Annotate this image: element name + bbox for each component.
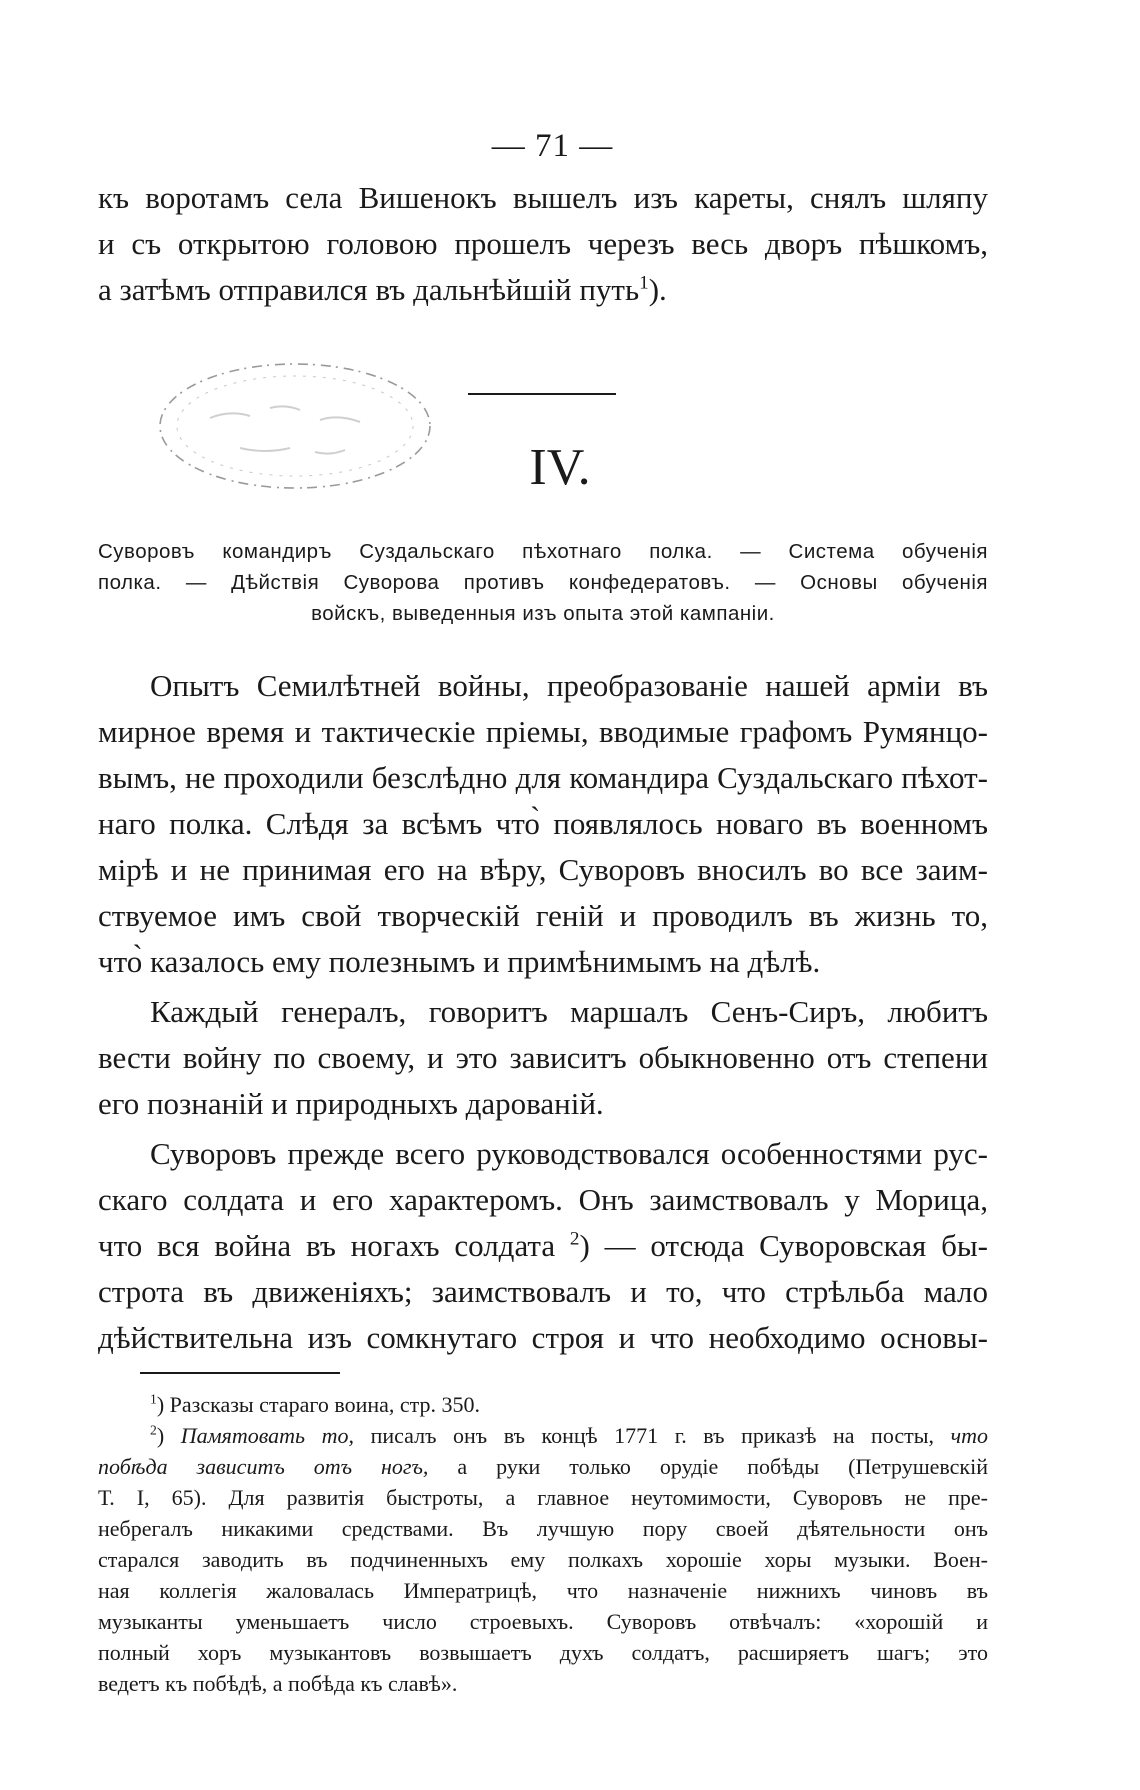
paragraph-1-line-7: что̀ казалось ему полезнымъ и примѣнимымъ на дѣлѣ. xyxy=(98,944,821,979)
footnote-2-line-1-plain: писалъ онъ въ концѣ 1771 г. въ приказѣ на посты, xyxy=(354,1423,935,1448)
footnote-2-line-4: небрегалъ никакими средствами. Въ лучшую пору своей дѣятельности онъ xyxy=(98,1516,988,1541)
footnote-2-line-2 xyxy=(98,1454,988,1480)
paragraph-3-line-2: скаго солдата и его характеромъ. Онъ заимствовалъ у Морица, xyxy=(98,1182,988,1217)
footnote-2-line-8: полный хоръ музыкантовъ возвышаетъ духъ солдатъ, расширяетъ шагъ; это xyxy=(98,1640,988,1665)
footnote-2-line-7: музыканты уменьшаетъ число строевыхъ. Суворовъ отвѣчалъ: «хорошій и xyxy=(98,1609,988,1634)
paragraph-1-line-1: Опытъ Семилѣтней войны, преобразованіе нашей арміи въ xyxy=(150,668,988,703)
footnote-2-mark: 2 xyxy=(150,1422,157,1438)
footnote-ref-1: 1 xyxy=(639,272,649,294)
footnote-2-line-5: старался заводить въ подчиненныхъ ему полкахъ хорошіе хоры музыки. Воен- xyxy=(98,1547,988,1572)
paragraph-2-line-2: вести войну по своему, и это зависитъ обыкновенно отъ степени xyxy=(98,1040,988,1075)
footnote-ref-2: 2 xyxy=(569,1228,580,1250)
chapter-summary-line-2: полка. — Дѣйствія Суворова противъ конфедератовъ. — Основы обученія xyxy=(98,571,988,594)
footnote-2-line-2-plain: а руки только орудіе побѣды (Петрушевскій xyxy=(428,1454,988,1479)
separator-rule xyxy=(468,393,616,395)
paragraph-1-line-5: мірѣ и не принимая его на вѣру, Суворовъ вносилъ во все заим- xyxy=(98,852,988,887)
footnote-1-text: ) Разсказы стараго воина, стр. 350. xyxy=(156,1392,481,1417)
footnote-rule xyxy=(140,1372,340,1374)
intro-line-2: и съ открытою головою прошелъ черезъ весь дворъ пѣшкомъ, xyxy=(98,226,988,261)
paragraph-2-line-3: его познаній и природныхъ дарованій. xyxy=(98,1086,604,1121)
paragraph-3-line-3 xyxy=(98,1228,988,1264)
paragraph-3-line-4: строта въ движеніяхъ; заимствовалъ и то, что стрѣльба мало xyxy=(98,1274,988,1309)
intro-line-3 xyxy=(98,272,988,308)
footnote-2-quote-end: побѣда зависитъ отъ ногъ, xyxy=(98,1454,429,1479)
chapter-summary-line-1: Суворовъ командиръ Суздальскаго пѣхотнаго полка. — Система обученія xyxy=(98,540,988,563)
footnote-2-quote-what: что xyxy=(934,1423,988,1448)
paragraph-1-line-2: мирное время и тактическіе пріемы, вводимые графомъ Румянцо- xyxy=(98,714,988,749)
paragraph-3-line-3-before: что вся война въ ногахъ солдата xyxy=(98,1228,556,1263)
intro-line-3-end: ). xyxy=(648,272,667,307)
footnote-2-line-3: Т. I, 65). Для развитія быстроты, а главное неутомимости, Суворовъ не пре- xyxy=(98,1485,988,1510)
intro-line-1: къ воротамъ села Вишенокъ вышелъ изъ кареты, снялъ шляпу xyxy=(98,180,988,215)
paragraph-3-line-3-after: ) — отсюда Суворовская бы- xyxy=(579,1228,988,1263)
intro-line-3-text: а затѣмъ отправился въ дальнѣйшій путь xyxy=(98,272,640,307)
paragraph-3-line-1: Суворовъ прежде всего руководствовался особенностями рус- xyxy=(150,1136,988,1171)
chapter-summary-line-3: войскъ, выведенныя изъ опыта этой кампаніи. xyxy=(311,602,775,625)
footnote-1-mark: 1 xyxy=(150,1391,157,1407)
footnote-2-line-6: ная коллегія жаловалась Императрицѣ, что назначеніе нижнихъ чиновъ въ xyxy=(98,1578,988,1603)
paragraph-3-line-5: дѣйствительна изъ сомкнутаго строя и что необходимо основы- xyxy=(98,1320,988,1355)
chapter-heading: IV. xyxy=(529,439,591,496)
page-number: — 71 — xyxy=(491,128,614,164)
footnote-2-line-1: $^2$) Памятовать то, писалъ онъ въ концѣ 1771 г. въ приказѣ на посты, что xyxy=(150,1422,988,1448)
paragraph-1-line-4: наго полка. Слѣдя за всѣмъ что̀ появлялось новаго въ военномъ xyxy=(98,806,988,841)
footnote-1 xyxy=(150,1392,988,1418)
footnote-2-line-9: ведетъ къ побѣдѣ, а побѣда къ славѣ». xyxy=(98,1671,458,1696)
paragraph-1-line-6: ствуемое имъ свой творческій геній и проводилъ въ жизнь то, xyxy=(98,898,988,933)
paragraph-2-line-1: Каждый генералъ, говоритъ маршалъ Сенъ-Сиръ, любитъ xyxy=(150,994,988,1029)
paragraph-1-line-3: вымъ, не проходили безслѣдно для командира Суздальскаго пѣхот- xyxy=(98,760,988,795)
footnote-2-quote-start: Памятовать то, xyxy=(180,1423,354,1448)
